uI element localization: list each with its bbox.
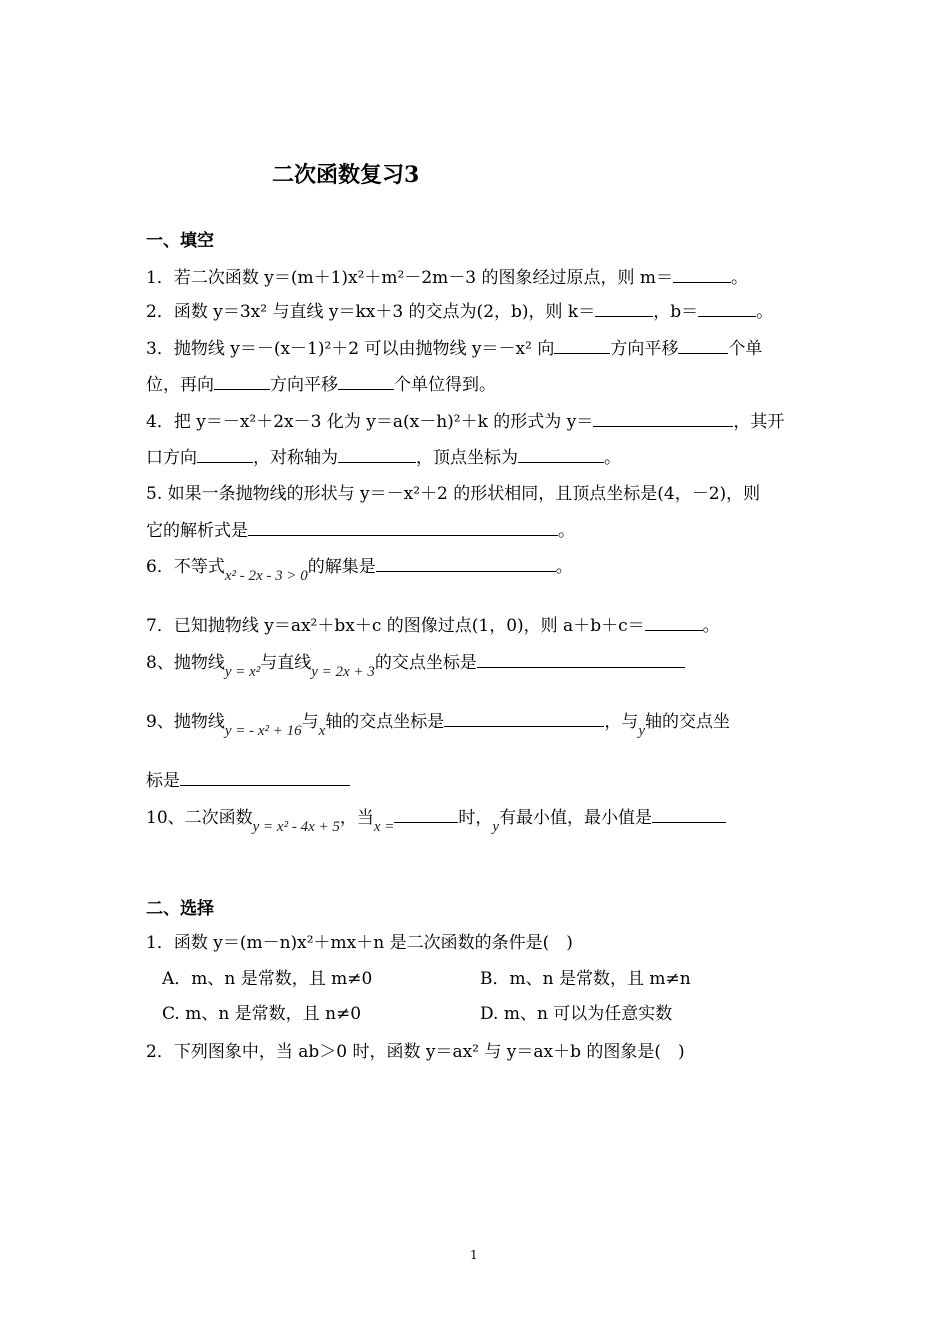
question-8 <box>146 651 685 680</box>
question-5-line1 <box>146 483 760 505</box>
question-3-text-c: 个单 <box>728 339 763 359</box>
choice-question-1: 1．函数 y＝(m－n)x²＋mx＋n 是二次函数的条件是( ) <box>146 933 573 953</box>
option-c[interactable]: C. m、n 是常数，且 n≠0 <box>162 1004 362 1024</box>
punct: 。 <box>731 268 749 288</box>
option-b[interactable]: B．m、n 是常数，且 m≠n <box>480 969 691 989</box>
question-7-text: 7．已知抛物线 y＝ax²＋bx＋c 的图像过点(1，0)，则 a＋b＋c＝ <box>146 616 645 636</box>
question-6-text: 6．不等式 <box>146 557 225 577</box>
question-9-text-f: 标是 <box>146 771 180 791</box>
answer-blank[interactable] <box>376 555 556 572</box>
answer-blank[interactable] <box>338 373 394 390</box>
question-10-text-d: 有最小值，最小值是 <box>499 808 653 828</box>
answer-blank[interactable] <box>645 614 703 631</box>
page-title: 二次函数复习3 <box>272 162 420 188</box>
question-5-text-b: 它的解析式是 <box>146 521 248 541</box>
question-9-text: 9、抛物线 <box>146 712 225 732</box>
option-a[interactable]: A．m、n 是常数，且 m≠0 <box>162 969 373 989</box>
question-10-text: 10、二次函数 <box>146 808 253 828</box>
parabola-formula: y = x² <box>224 664 261 680</box>
punct: 。 <box>702 616 720 636</box>
punct: 。 <box>558 521 575 541</box>
line-formula: y = 2x + 3 <box>311 664 375 680</box>
question-1-text: 1．若二次函数 y＝(m＋1)x²＋m²－2m－3 的图象经过原点，则 m＝ <box>146 268 674 288</box>
answer-blank[interactable] <box>444 710 604 727</box>
question-8-text-c: 的交点坐标是 <box>374 653 477 673</box>
question-3-line1 <box>146 337 762 360</box>
answer-blank[interactable] <box>338 446 416 463</box>
question-9-line1 <box>146 710 730 739</box>
answer-blank-b[interactable] <box>698 300 756 317</box>
question-4-text-d: ，对称轴为 <box>253 448 338 468</box>
question-10 <box>146 806 726 835</box>
question-8-text: 8、抛物线 <box>146 653 225 673</box>
question-9-line2 <box>146 769 350 792</box>
answer-blank[interactable] <box>394 806 458 823</box>
answer-blank[interactable] <box>180 769 350 786</box>
question-3-text-f: 个单位得到。 <box>394 375 496 395</box>
x-variable: x = <box>373 819 395 835</box>
question-5-line2 <box>146 519 575 542</box>
question-9-text-b: 与 <box>301 712 319 732</box>
question-3-text-d: 位，再向 <box>146 375 214 395</box>
answer-blank[interactable] <box>593 410 733 427</box>
answer-blank-k[interactable] <box>595 300 653 317</box>
answer-blank[interactable] <box>214 373 270 390</box>
question-9-text-d: ，与 <box>604 712 639 732</box>
page-number: 1 <box>470 1248 478 1262</box>
answer-blank[interactable] <box>477 651 685 668</box>
question-4-line1 <box>146 410 784 433</box>
question-3-text: 3．抛物线 y＝－(x－1)²＋2 可以由抛物线 y＝－x² 向 <box>146 339 555 359</box>
question-3-text-e: 方向平移 <box>270 375 338 395</box>
x-variable: x <box>318 723 326 739</box>
section-multiple-choice: 二、选择 <box>146 899 214 919</box>
quadratic-formula: y = x² - 4x + 5 <box>252 819 340 835</box>
answer-blank[interactable] <box>652 806 726 823</box>
punct: 。 <box>555 557 573 577</box>
y-variable: y <box>492 819 500 835</box>
question-4-line2 <box>146 446 621 469</box>
punct: 。 <box>756 302 774 322</box>
answer-blank[interactable] <box>518 446 604 463</box>
question-4-text-b: ，其开 <box>733 412 785 432</box>
question-2-text-b: ，b＝ <box>653 302 699 322</box>
question-10-text-b: ，当 <box>339 808 374 828</box>
question-3-text-b: 方向平移 <box>610 339 679 359</box>
answer-blank[interactable] <box>673 266 731 283</box>
question-8-text-b: 与直线 <box>260 653 312 673</box>
question-4-text-e: ，顶点坐标为 <box>416 448 518 468</box>
punct: 。 <box>604 448 621 468</box>
question-1 <box>146 266 748 289</box>
question-7 <box>146 614 720 637</box>
question-2-text: 2．函数 y＝3x² 与直线 y＝kx＋3 的交点为(2，b)，则 k＝ <box>146 302 596 322</box>
section-fill-blank: 一、填空 <box>146 231 214 251</box>
question-9-text-e: 轴的交点坐 <box>644 712 730 732</box>
option-d[interactable]: D. m、n 可以为任意实数 <box>480 1004 673 1024</box>
question-9-text-c: 轴的交点坐标是 <box>325 712 445 732</box>
parabola-formula: y = - x² + 16 <box>224 723 302 739</box>
question-2 <box>146 300 773 323</box>
question-4-text: 4．把 y＝－x²＋2x－3 化为 y＝a(x－h)²＋k 的形式为 y＝ <box>146 412 594 432</box>
question-3-line2 <box>146 373 496 396</box>
inequality-formula: x² - 2x - 3 > 0 <box>224 568 308 584</box>
question-4-text-c: 口方向 <box>146 448 197 468</box>
y-variable: y <box>638 723 645 739</box>
question-6-text-b: 的解集是 <box>307 557 376 577</box>
answer-blank[interactable] <box>197 446 253 463</box>
question-10-text-c: 时， <box>458 808 493 828</box>
answer-blank[interactable] <box>554 337 610 354</box>
question-6 <box>146 555 573 584</box>
answer-blank[interactable] <box>678 337 728 354</box>
question-5-text: 5. 如果一条抛物线的形状与 y＝－x²＋2 的形状相同，且顶点坐标是(4，－2)，则 <box>146 484 761 504</box>
choice-question-2: 2．下列图象中，当 ab＞0 时，函数 y＝ax² 与 y＝ax＋b 的图象是( ) <box>146 1042 685 1062</box>
answer-blank[interactable] <box>248 519 558 536</box>
